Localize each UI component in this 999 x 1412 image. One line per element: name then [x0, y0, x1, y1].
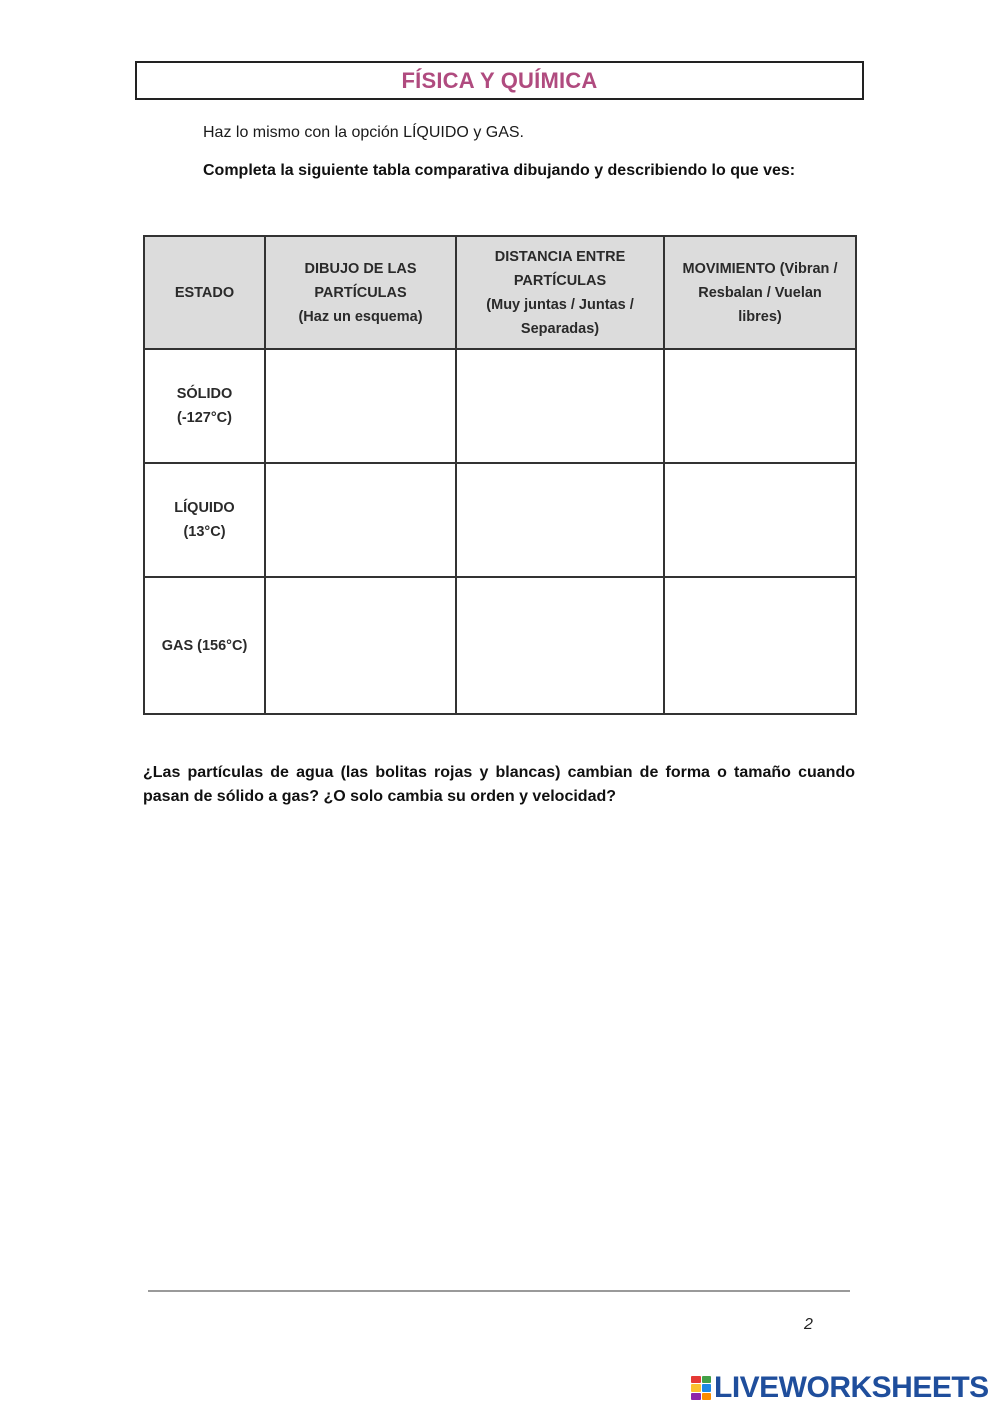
answer-cell-solido-distancia[interactable] [456, 349, 664, 463]
intro-text: Haz lo mismo con la opción LÍQUIDO y GAS. [203, 124, 524, 141]
liveworksheets-logo-icon [691, 1376, 711, 1400]
answer-cell-solido-movimiento[interactable] [664, 349, 856, 463]
header-distancia-line: (Muy juntas / Juntas / [486, 296, 634, 313]
state-temperature: (-127°C) [177, 410, 232, 426]
question-text: ¿Las partículas de agua (las bolitas rojas y blancas) cambian de forma o tamaño cuando pasan de sólido a gas? ¿O solo cambia su orden y velocidad? [143, 764, 855, 805]
header-dibujo-line: (Haz un esquema) [298, 308, 423, 325]
header-distancia [456, 236, 664, 349]
table-row-solido [144, 349, 856, 463]
state-label: SÓLIDO [176, 386, 233, 402]
header-movimiento-line: Resbalan / Vuelan [698, 284, 822, 301]
answer-cell-solido-dibujo[interactable] [265, 349, 456, 463]
liveworksheets-brand[interactable] [691, 1372, 989, 1404]
answer-cell-gas-dibujo[interactable] [265, 577, 456, 714]
state-label: GAS (156°C) [161, 637, 248, 654]
page-title: FÍSICA Y QUÍMICA [401, 67, 598, 93]
answer-cell-gas-distancia[interactable] [456, 577, 664, 714]
state-cell-liquido [144, 463, 265, 577]
comparison-table [143, 235, 857, 715]
header-estado-line: ESTADO [174, 284, 235, 301]
footer-divider [148, 1290, 850, 1292]
header-estado [144, 236, 265, 349]
header-movimiento-line: MOVIMIENTO (Vibran / [682, 260, 838, 277]
state-cell-gas [144, 577, 265, 714]
state-label: LÍQUIDO [174, 500, 235, 516]
header-distancia-line: Separadas) [520, 320, 600, 337]
header-movimiento [664, 236, 856, 349]
table-row-gas [144, 577, 856, 714]
state-cell-solido [144, 349, 265, 463]
title-box [135, 61, 864, 100]
header-dibujo-line: PARTÍCULAS [314, 284, 407, 301]
answer-cell-liquido-dibujo[interactable] [265, 463, 456, 577]
answer-cell-gas-movimiento[interactable] [664, 577, 856, 714]
header-distancia-line: PARTÍCULAS [513, 272, 607, 289]
header-distancia-line: DISTANCIA ENTRE [494, 248, 626, 265]
table-header-row [144, 236, 856, 349]
state-temperature: (13°C) [183, 524, 226, 540]
instruction-text: Completa la siguiente tabla comparativa dibujando y describiendo lo que ves: [203, 162, 796, 179]
header-dibujo-line: DIBUJO DE LAS [304, 260, 417, 277]
page-number: 2 [804, 1316, 813, 1333]
answer-cell-liquido-distancia[interactable] [456, 463, 664, 577]
answer-cell-liquido-movimiento[interactable] [664, 463, 856, 577]
brand-text: LIVEWORKSHEETS [714, 1371, 989, 1404]
header-movimiento-line: libres) [738, 308, 782, 325]
header-dibujo [265, 236, 456, 349]
table-row-liquido [144, 463, 856, 577]
